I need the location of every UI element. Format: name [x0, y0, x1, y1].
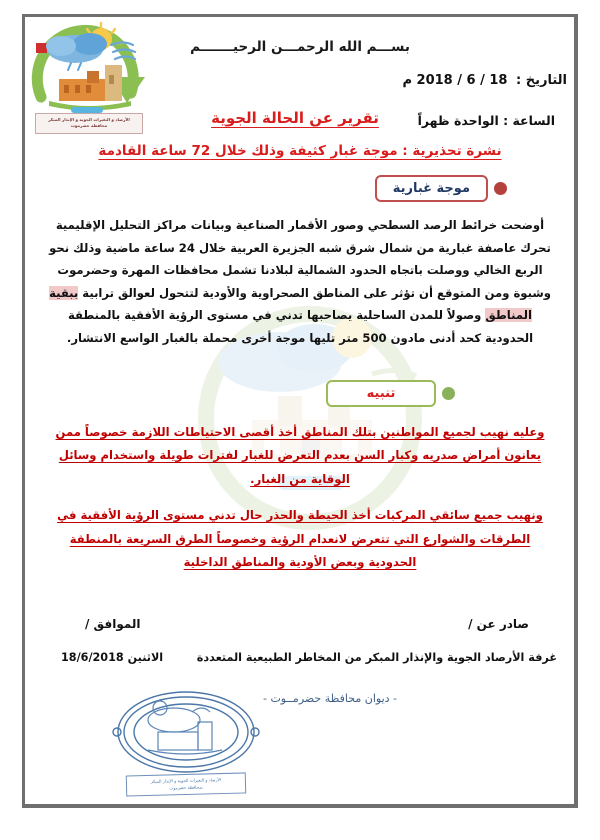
badge-dust-wave: موجة غبارية: [375, 175, 488, 202]
agency-logo-caption-line2: محافظة حضرموت: [70, 123, 108, 129]
issuer-name: غرفة الأرصاد الجوية والإنذار المبكر من المخاطر الطبيعية المتعددة: [196, 651, 557, 664]
time-line: [418, 113, 555, 128]
red-bullet-icon: [494, 182, 507, 195]
badge-alert: تنبيه: [326, 380, 436, 407]
seal-caption-line1: الأرصاد و التغيرات الجوية و الإنذار المبكر: [150, 777, 222, 784]
warning-headline: نشرة تحذيرية : موجة غبار كثيفة وذلك خلال 72 ساعة القادمة: [98, 143, 502, 159]
agency-logo: [27, 21, 153, 139]
document-header: [25, 17, 575, 137]
main-paragraph: [49, 214, 551, 350]
bismillah-text: بســـم الله الرحمـــن الرحيـــــــم: [190, 39, 410, 55]
date-label: التاريخ :: [516, 73, 567, 88]
seal-caption-line2: بمحافظة حضرموت: [169, 784, 203, 791]
agency-logo-caption-line1: الأرصاد و التغيرات الجوية و الإنذار المبكر: [48, 117, 130, 122]
agreed-label: الموافق /: [85, 617, 141, 631]
alert-text-one: وعليه نهيب لجميع المواطنين بتلك المناطق أخذ أقصى الاحتياطات اللازمة خصوصاً ممن يعانون أمراض صدريه وكبار السن بعدم التعرض للغبار لفترات طويلة واستخدام وسائل الوقاية من الغبار.: [55, 424, 545, 487]
page-title: تقرير عن الحالة الجوية: [211, 109, 379, 127]
footer-issuer-row: [25, 651, 575, 664]
alert-text-two: ونهيب جميع سائقي المركبات أخذ الحيطة والحذر حال تدني مستوى الرؤية الأفقية في الطرقات والشوارع التي تتعرض لانعدام الرؤية وخصوصاً الطرق السريعة بالمنطقة الحدودية وبعض الأودية والمناطق الداخلية: [57, 507, 543, 570]
time-label: الساعة :: [503, 113, 555, 128]
agency-logo-caption: [35, 113, 143, 134]
green-bullet-icon: [442, 387, 455, 400]
date-value: 18 / 6 / 2018 م: [402, 73, 508, 88]
dust-wave-badge-row: [25, 175, 575, 202]
alert-badge-row: [25, 380, 575, 407]
time-value: الواحدة ظهراً: [417, 113, 499, 128]
issuer-date: الاثنين 18/6/2018: [61, 651, 164, 664]
footer-labels-row: [25, 617, 575, 631]
main-paragraph-highlight: ببقية المناطق: [49, 285, 532, 323]
official-seal: [96, 688, 276, 806]
diwan-line: - ديوان محافظة حضرمــوت -: [262, 692, 397, 705]
issued-by-label: صادر عن /: [468, 617, 529, 631]
date-line: [402, 73, 567, 88]
seal-caption: [126, 772, 247, 797]
agency-logo-icon: [27, 21, 153, 117]
main-paragraph-part1: أوضحت خرائط الرصد السطحي وصور الأقمار الصناعية وبيانات مراكز التحليل الإقليمية تحرك عاصفة غبارية من شمال شرق شبه الجزيرة العربية خلال 24 ساعة ماضية وذلك نحو الربع الخالي ووصلت باتجاه الحدود الشمالية لبلادنا تشمل محافظات المهرة وحضرموت وشبوة ومن المتوقع أن تؤثر على المناطق الصحراوية والأودية لتتحول لعوالق ترابية: [49, 218, 551, 300]
main-paragraph-part2: وصولاً للمدن الساحلية يصاحبها تدني في مستوى الرؤية الأفقية بالمنطقة الحدودية كحد أدنى مادون 500 متر تليها موجة أخرى محملة بالغبار الواسع الانتشار.: [66, 308, 534, 345]
